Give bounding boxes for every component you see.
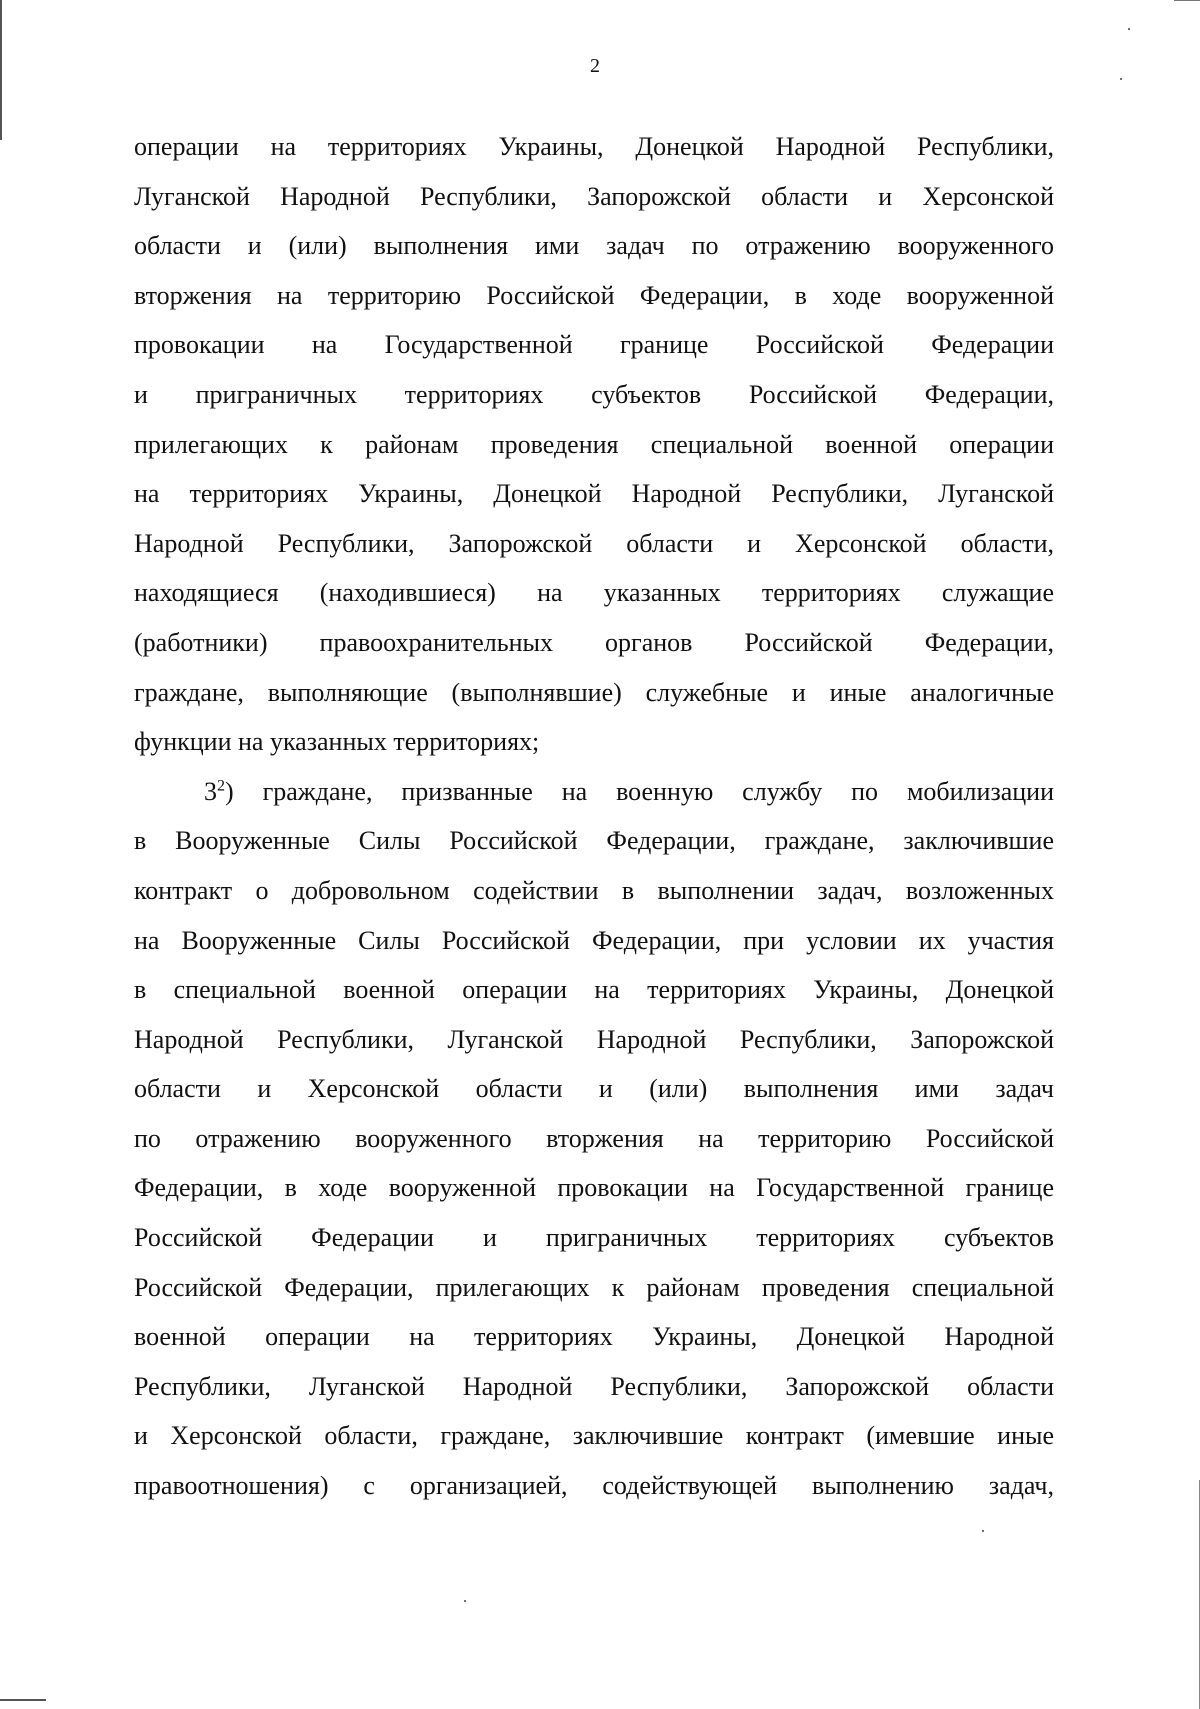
text-line: провокации на Государственной границе Российской Федерации — [134, 330, 1054, 360]
text-line: Российской Федерации, прилегающих к районам проведения специальной — [134, 1272, 1054, 1302]
text-line: Российской Федерации и приграничных территориях субъектов — [134, 1223, 1054, 1253]
text-line: Федерации, в ходе вооруженной провокации на Государственной границе — [134, 1173, 1054, 1203]
text-line: Республики, Луганской Народной Республики, Запорожской области — [134, 1371, 1054, 1401]
text-line: Народной Республики, Запорожской области и Херсонской области, — [134, 528, 1054, 558]
scan-speck — [464, 1600, 466, 1602]
text-line: в специальной военной операции на территориях Украины, Донецкой — [134, 975, 1054, 1005]
text-line: контракт о добровольном содействии в выполнении задач, возложенных — [134, 875, 1054, 905]
text-line: области и (или) выполнения ими задач по отражению вооруженного — [134, 231, 1054, 261]
scan-speck — [982, 1530, 984, 1532]
scan-edge-mark — [0, 1699, 46, 1701]
text-line: военной операции на территориях Украины, Донецкой Народной — [134, 1322, 1054, 1352]
text-line: (работники) правоохранительных органов Российской Федерации, — [134, 627, 1054, 657]
text-line: Луганской Народной Республики, Запорожской области и Херсонской — [134, 181, 1054, 211]
item-first-line-text: граждане, призванные на военную службу по мобилизации — [233, 776, 1054, 806]
item-number: 3 — [204, 776, 217, 806]
text-line: и Херсонской области, граждане, заключившие контракт (имевшие иные — [134, 1421, 1054, 1451]
text-line: граждане, выполняющие (выполнявшие) служебные и иные аналогичные — [134, 677, 1054, 707]
scan-edge-mark — [1174, 0, 1200, 1]
text-line: области и Херсонской области и (или) выполнения ими задач — [134, 1074, 1054, 1104]
item-superscript: 2 — [217, 777, 225, 795]
text-line-item-start — [134, 767, 1054, 817]
page-number: 2 — [590, 55, 600, 77]
text-line: вторжения на территорию Российской Федерации, в ходе вооруженной — [134, 280, 1054, 310]
text-line: Народной Республики, Луганской Народной Республики, Запорожской — [134, 1024, 1054, 1054]
text-line: по отражению вооруженного вторжения на территорию Российской — [134, 1123, 1054, 1153]
item-suffix: ) — [225, 776, 234, 806]
document-body — [134, 122, 1054, 1511]
text-line: прилегающих к районам проведения специальной военной операции — [134, 429, 1054, 459]
text-line: в Вооруженные Силы Российской Федерации, граждане, заключившие — [134, 826, 1054, 856]
text-line: функции на указанных территориях; — [134, 727, 540, 757]
paragraph-item-3-2 — [134, 767, 1054, 1511]
text-line: правоотношения) с организацией, содействующей выполнению задач, — [134, 1471, 1054, 1501]
text-line: и приграничных территориях субъектов Российской Федерации, — [134, 379, 1054, 409]
text-line: операции на территориях Украины, Донецкой Народной Республики, — [134, 132, 1054, 161]
paragraph-continuation — [134, 122, 1054, 767]
text-line: на территориях Украины, Донецкой Народной Республики, Луганской — [134, 479, 1054, 509]
text-line: на Вооруженные Силы Российской Федерации, при условии их участия — [134, 925, 1054, 955]
text-line: находящиеся (находившиеся) на указанных территориях служащие — [134, 578, 1054, 608]
scan-speck — [1128, 28, 1130, 30]
